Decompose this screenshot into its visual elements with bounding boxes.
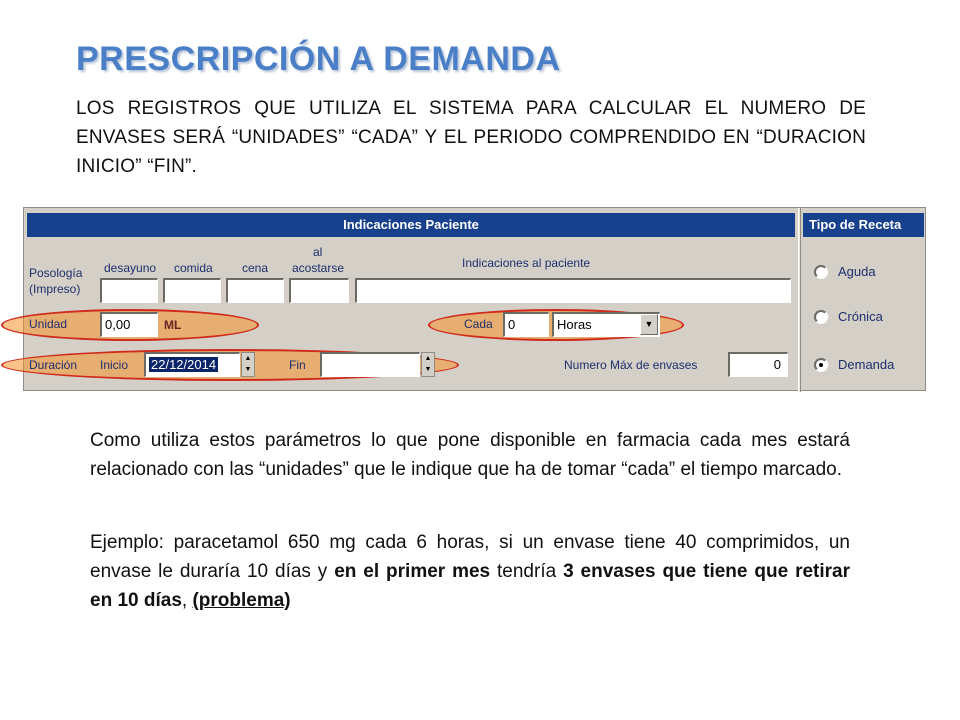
inicio-label: Inicio xyxy=(100,358,129,372)
prescription-panel xyxy=(23,207,926,391)
tipo-receta-header: Tipo de Receta xyxy=(803,213,924,237)
indicaciones-header: Indicaciones Paciente xyxy=(27,213,795,237)
example-part-a: Ejemplo: paracetamol 650 mg cada 6 horas, si un envase tiene 40 comprimidos, un envase le duraría 10 días y xyxy=(90,532,850,582)
duracion-label: Duración xyxy=(29,358,78,372)
col-acostarse-label: acostarse xyxy=(292,261,345,275)
cada-input[interactable]: 0 xyxy=(503,312,549,337)
comida-input[interactable] xyxy=(163,278,221,303)
col-indicaciones-label: Indicaciones al paciente xyxy=(462,256,591,270)
cada-label: Cada xyxy=(464,317,493,331)
fin-spinner[interactable]: ▲ ▼ xyxy=(421,352,435,377)
slide-title: PRESCRIPCIÓN A DEMANDA xyxy=(76,40,561,78)
explanation-paragraph: Como utiliza estos parámetros lo que pone disponible en farmacia cada mes estará relacionado con las “unidades” que le indique que ha de tomar “cada” el tiempo marcado. xyxy=(90,430,850,480)
unidad-unit: ML xyxy=(164,318,182,332)
cada-unit-select[interactable]: Horas xyxy=(552,312,660,337)
col-cena-label: cena xyxy=(242,261,269,275)
radio-aguda-label: Aguda xyxy=(838,264,876,279)
inicio-date-input[interactable] xyxy=(144,352,240,377)
inicio-date-value: 22/12/2014 xyxy=(151,357,217,372)
example-envases: 3 envases que tiene que retirar en 10 días xyxy=(90,561,850,611)
inicio-spinner[interactable]: ▲ ▼ xyxy=(241,352,255,377)
col-al-label: al xyxy=(313,245,323,259)
col-comida-label: comida xyxy=(174,261,213,275)
col-desayuno-label: desayuno xyxy=(104,261,157,275)
chevron-down-icon[interactable]: ▼ xyxy=(640,314,658,335)
radio-cronica[interactable] xyxy=(814,309,883,324)
posologia-impreso-label: (Impreso) xyxy=(29,282,81,296)
desayuno-input[interactable] xyxy=(100,278,158,303)
example-part-c: tendría xyxy=(490,561,564,582)
fin-date-input[interactable] xyxy=(320,352,420,377)
max-envases-input[interactable]: 0 xyxy=(728,352,788,377)
radio-cronica-label: Crónica xyxy=(838,309,883,324)
radio-demanda[interactable] xyxy=(814,357,894,372)
fin-label: Fin xyxy=(289,358,306,372)
max-envases-label: Numero Máx de envases xyxy=(564,358,698,372)
radio-demanda-icon[interactable] xyxy=(814,358,828,372)
radio-demanda-label: Demanda xyxy=(838,357,895,372)
intro-text: LOS REGISTROS QUE UTILIZA EL SISTEMA PARA CALCULAR EL NUMERO DE ENVASES SERÁ “UNIDADES” “CADA” Y EL PERIODO COMPRENDIDO EN “DURACION INICIO” “FIN”. xyxy=(76,98,866,177)
example-part-e: , xyxy=(181,590,193,611)
radio-aguda[interactable] xyxy=(814,264,876,279)
indicaciones-input[interactable] xyxy=(355,278,791,303)
radio-cronica-icon[interactable] xyxy=(814,310,828,324)
example-first-month: en el primer mes xyxy=(334,561,491,582)
unidad-label: Unidad xyxy=(29,317,68,331)
posologia-label: Posología xyxy=(29,266,83,280)
cena-input[interactable] xyxy=(226,278,284,303)
example-problema: (problema) xyxy=(192,590,291,611)
radio-aguda-icon[interactable] xyxy=(814,265,828,279)
example-paragraph xyxy=(90,528,850,615)
unidad-input[interactable]: 0,00 xyxy=(100,312,158,337)
acostarse-input[interactable] xyxy=(289,278,349,303)
panel-divider xyxy=(798,208,801,392)
